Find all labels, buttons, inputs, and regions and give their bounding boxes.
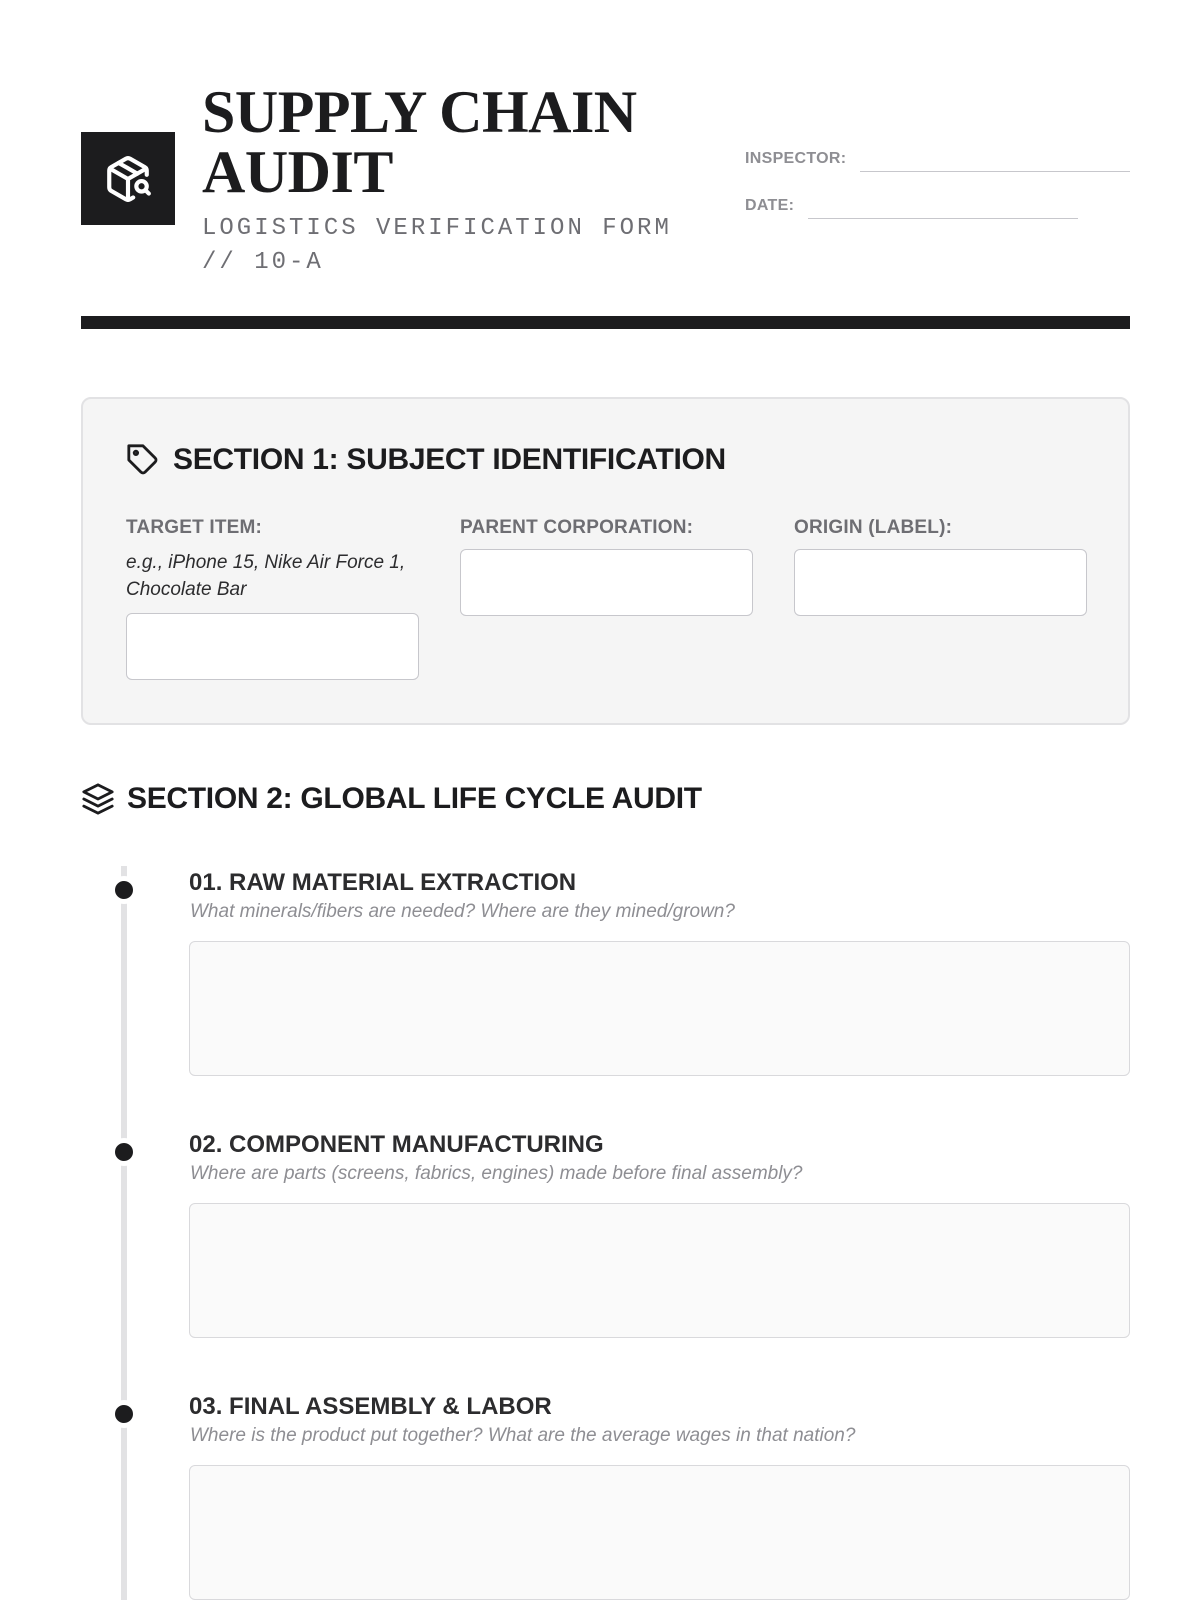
stage-question: Where are parts (screens, fabrics, engines) made before final assembly? bbox=[190, 1163, 803, 1184]
stage-question: What minerals/fibers are needed? Where are they mined/grown? bbox=[190, 901, 735, 922]
section-1-title: SECTION 1: SUBJECT IDENTIFICATION bbox=[173, 443, 726, 476]
form-subtitle: LOGISTICS VERIFICATION FORM // 10-A bbox=[202, 215, 672, 276]
tag-icon bbox=[126, 443, 160, 477]
header-divider bbox=[81, 316, 1130, 329]
inspector-row bbox=[745, 140, 1130, 172]
origin-label-label: ORIGIN (LABEL): bbox=[794, 517, 953, 538]
timeline-track bbox=[121, 866, 127, 1600]
target-item-hint: e.g., iPhone 15, Nike Air Force 1, Chocolate Bar bbox=[126, 552, 406, 600]
stage-title: 03. FINAL ASSEMBLY & LABOR bbox=[189, 1393, 552, 1420]
section-2-title: SECTION 2: GLOBAL LIFE CYCLE AUDIT bbox=[127, 782, 702, 815]
parent-corporation-field-group bbox=[460, 517, 755, 616]
target-item-input[interactable] bbox=[126, 613, 419, 680]
origin-label-input[interactable] bbox=[794, 549, 1087, 616]
date-label: DATE: bbox=[745, 197, 795, 214]
target-item-label: TARGET ITEM: bbox=[126, 517, 263, 538]
timeline-dot bbox=[110, 1138, 138, 1166]
origin-label-field-group bbox=[794, 517, 1089, 616]
section-1-heading bbox=[126, 443, 726, 477]
inspector-field[interactable] bbox=[860, 144, 1130, 172]
date-field[interactable] bbox=[808, 191, 1078, 219]
meta-fields bbox=[745, 140, 1130, 234]
title-block bbox=[202, 79, 702, 280]
final-assembly-answer-textarea[interactable] bbox=[189, 1465, 1130, 1600]
package-search-icon bbox=[103, 154, 153, 204]
page-title-line-1: SUPPLY CHAIN bbox=[202, 79, 637, 145]
stage-title: 02. COMPONENT MANUFACTURING bbox=[189, 1131, 604, 1158]
section-2-heading bbox=[81, 782, 702, 816]
inspector-label: INSPECTOR: bbox=[745, 150, 847, 167]
section-subject-identification bbox=[81, 397, 1130, 725]
stage-question: Where is the product put together? What are the average wages in that nation? bbox=[190, 1425, 856, 1446]
parent-corporation-label: PARENT CORPORATION: bbox=[460, 517, 694, 538]
raw-material-answer-textarea[interactable] bbox=[189, 941, 1130, 1076]
component-manufacturing-answer-textarea[interactable] bbox=[189, 1203, 1130, 1338]
parent-corporation-input[interactable] bbox=[460, 549, 753, 616]
layers-icon bbox=[81, 782, 115, 816]
logo-badge bbox=[81, 132, 175, 225]
timeline-dot bbox=[110, 876, 138, 904]
target-item-field-group bbox=[126, 517, 421, 680]
timeline-dot bbox=[110, 1400, 138, 1428]
date-row bbox=[745, 187, 1130, 219]
stage-title: 01. RAW MATERIAL EXTRACTION bbox=[189, 869, 577, 896]
page-title-line-2: AUDIT bbox=[202, 139, 393, 205]
